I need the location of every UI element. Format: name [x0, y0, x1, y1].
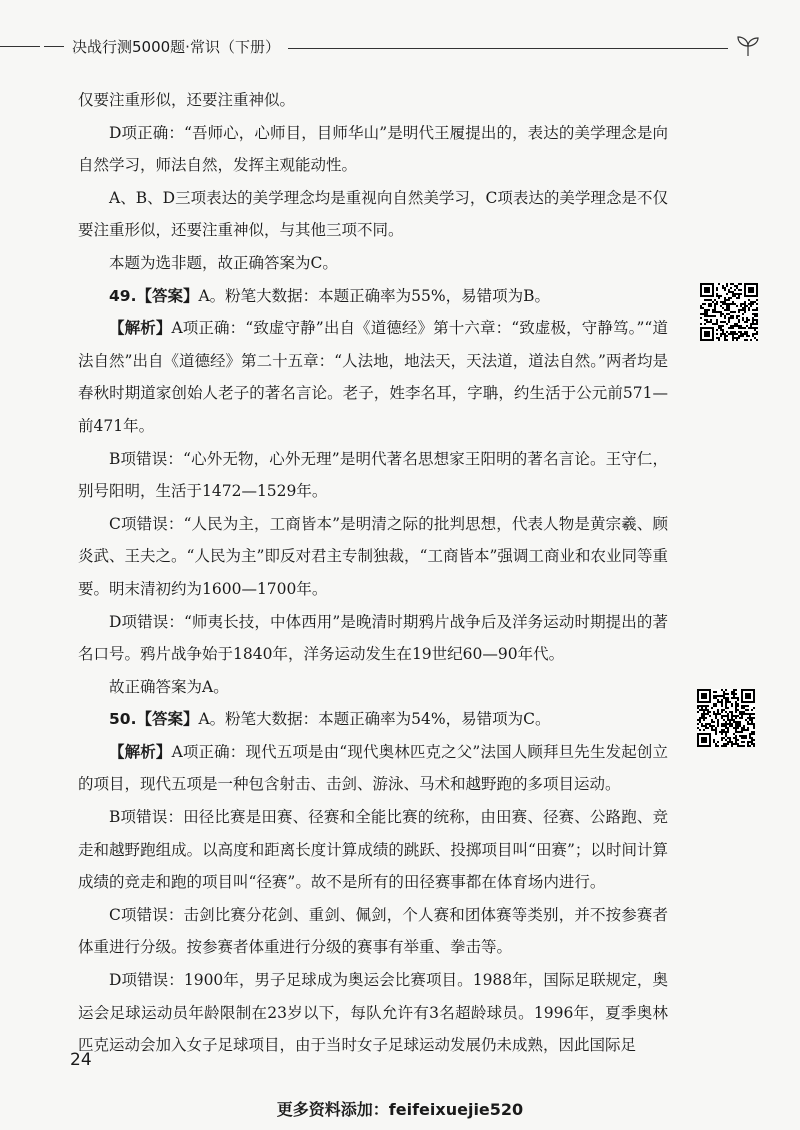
qr-code-icon[interactable] [700, 283, 758, 341]
paragraph-tag: 49.【答案】 [109, 286, 199, 305]
header-rule [288, 48, 728, 49]
page-number: 24 [70, 1050, 92, 1070]
paragraph-text: D项错误：“师夷长技，中体西用”是晚清时期鸦片战争后及洋务运动时期提出的著名口号。鸦片战争始于1840年，洋务运动发生在19世纪60—90年代。 [78, 612, 668, 664]
paragraph [78, 736, 668, 801]
paragraph [78, 801, 668, 899]
page-header [0, 34, 800, 58]
paragraph-text: 本题为选非题，故正确答案为C。 [109, 253, 338, 272]
paragraph [78, 899, 668, 964]
paragraph [78, 182, 668, 247]
paragraph [78, 117, 668, 182]
paragraph-tag: 【解析】 [109, 319, 172, 338]
paragraph [78, 247, 668, 280]
qr-code-icon[interactable] [697, 689, 755, 747]
paragraph-text: A。粉笔大数据：本题正确率为55%，易错项为B。 [198, 286, 551, 305]
paragraph-text: B项错误：田径比赛是田赛、径赛和全能比赛的统称，由田赛、径赛、公路跑、竞走和越野跑组成。以高度和距离长度计算成绩的跳跃、投掷项目叫“田赛”；以时间计算成绩的竞走和跑的项目叫“径赛”。故不是所有的田径赛事都在体育场内进行。 [78, 808, 668, 892]
paragraph-text: D项正确：“吾师心，心师目，目师华山”是明代王履提出的，表达的美学理念是向自然学习，师法自然，发挥主观能动性。 [78, 123, 668, 175]
paragraph-text: A项正确：“致虚守静”出自《道德经》第十六章：“致虚极，守静笃。”“道法自然”出自《道德经》第二十五章：“人法地，地法天，天法道，道法自然。”两者均是春秋时期道家创始人老子的著名言论。老子，姓李名耳，字聃，约生活于公元前571—前471年。 [78, 319, 668, 435]
footer-note: 更多资料添加：feifeixuejie520 [276, 1100, 524, 1119]
paragraph-text: A项正确：现代五项是由“现代奥林匹克之父”法国人顾拜旦先生发起创立的项目，现代五项是一种包含射击、击剑、游泳、马术和越野跑的多项目运动。 [78, 742, 668, 794]
paragraph-text: 仅要注重形似，还要注重神似。 [78, 91, 296, 109]
paragraph [78, 671, 668, 704]
paragraph [78, 508, 668, 606]
paragraph [78, 84, 668, 117]
paragraph [78, 312, 668, 442]
paragraph-text: C项错误：“人民为主，工商皆本”是明清之际的批判思想，代表人物是黄宗羲、顾炎武、王夫之。“人民为主”即反对君主专制独裁，“工商皆本”强调工商业和农业同等重要。明末清初约为1600—1700年。 [78, 514, 668, 598]
sprout-icon [732, 34, 764, 58]
paragraph-text: 故正确答案为A。 [109, 677, 229, 696]
paragraph-text: A、B、D三项表达的美学理念均是重视向自然美学习，C项表达的美学理念是不仅要注重形似，还要注重神似，与其他三项不同。 [78, 188, 668, 240]
paragraph-tag: 50.【答案】 [109, 710, 199, 729]
answer-explanation-body [78, 84, 668, 1062]
paragraph [78, 606, 668, 671]
paragraph-text: A。粉笔大数据：本题正确率为54%，易错项为C。 [198, 710, 551, 729]
header-dash [44, 46, 64, 47]
book-title: 决战行测5000题·常识（下册） [72, 38, 280, 56]
paragraph [78, 280, 668, 313]
paragraph-text: D项错误：1900年，男子足球成为奥运会比赛项目。1988年，国际足联规定，奥运会足球运动员年龄限制在23岁以下，每队允许有3名超龄球员。1996年，夏季奥林匹克运动会加入女子足球项目，由于当时女子足球运动发展仍未成熟，因此国际足 [78, 971, 668, 1055]
paragraph [78, 443, 668, 508]
paragraph [78, 703, 668, 736]
paragraph-text: C项错误：击剑比赛分花剑、重剑、佩剑，个人赛和团体赛等类别，并不按参赛者体重进行分级。按参赛者体重进行分级的赛事有举重、拳击等。 [78, 905, 668, 957]
paragraph-text: B项错误：“心外无物，心外无理”是明代著名思想家王阳明的著名言论。王守仁，别号阳明，生活于1472—1529年。 [78, 449, 668, 501]
paragraph-tag: 【解析】 [109, 742, 172, 761]
paragraph [78, 964, 668, 1062]
header-dash [0, 46, 40, 47]
